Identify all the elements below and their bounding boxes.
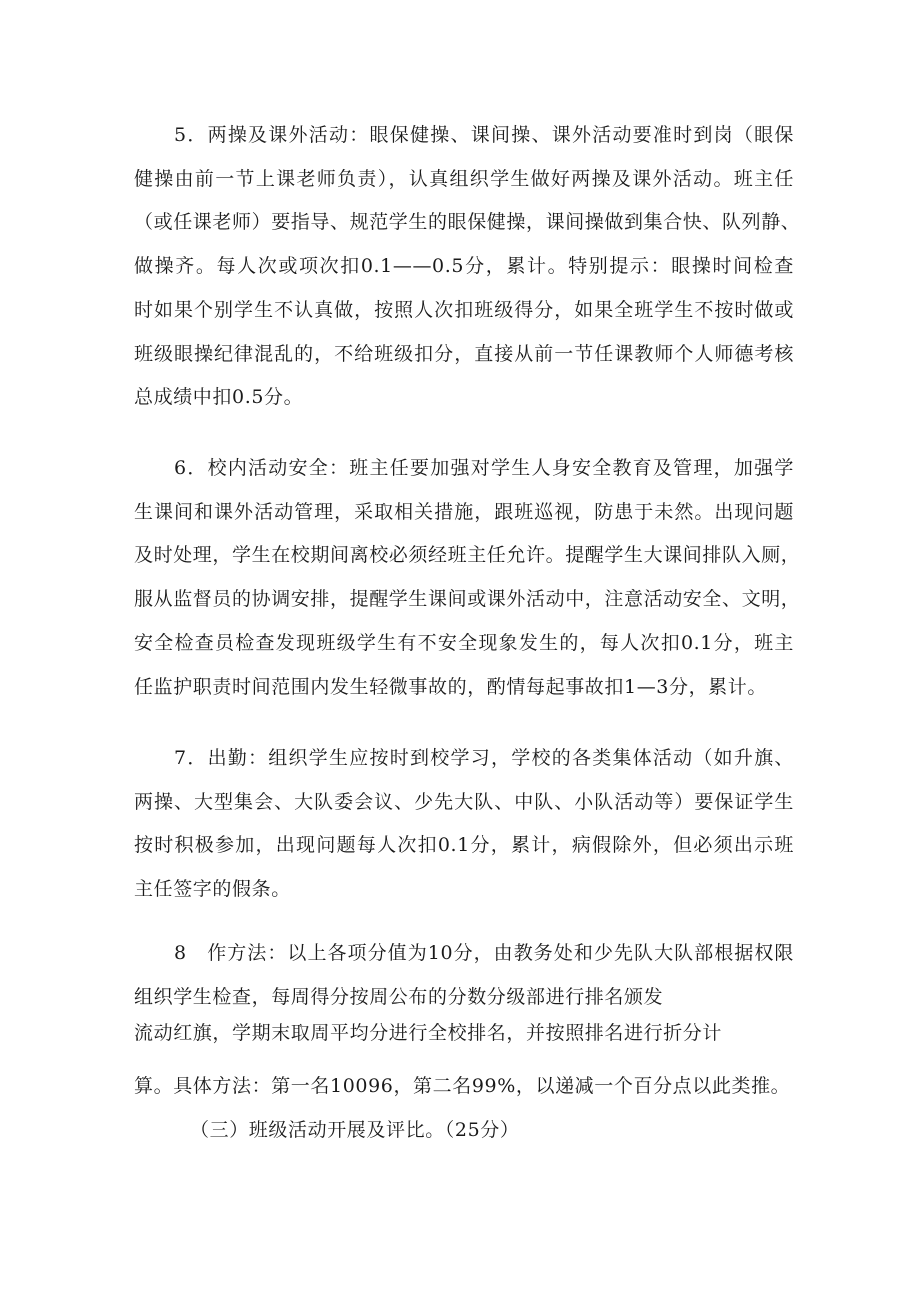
text-line: 8 作方法：以上各项分值为10分，由教务处和少先队大队部根据权限 <box>174 942 794 964</box>
text-line: 7．出勤：组织学生应按时到校学习，学校的各类集体活动（如升旗、 <box>174 747 794 769</box>
text-line: 两操、大型集会、大队委会议、少先大队、中队、小队活动等）要保证学生 <box>134 790 794 813</box>
text-line: 6．校内活动安全：班主任要加强对学生人身安全教育及管理，加强学 <box>174 457 794 479</box>
paragraph-6-campus-safety <box>134 447 801 709</box>
text-line: 算。具体方法：第一名10096，第二名99%，以递减一个百分点以此类推。 <box>134 1075 791 1097</box>
paragraph-7-attendance <box>134 737 794 912</box>
text-line: 组织学生检查，每周得分按周公布的分数分级部进行排名颁发 <box>134 985 664 1008</box>
text-line: 总成绩中扣0.5分。 <box>134 386 304 409</box>
text-line: 5．两操及课外活动：眼保健操、课间操、课外活动要准时到岗（眼保 <box>174 124 794 146</box>
text-line: 时如果个别学生不认真做，按照人次扣班级得分，如果全班学生不按时做或 <box>134 298 794 321</box>
paragraph-5-two-exercises <box>134 114 801 420</box>
text-line: （或任课老师）要指导、规范学生的眼保健操，课间操做到集合快、队列静、 <box>134 211 801 234</box>
text-line: 任监护职责时间范围内发生轻微事故的，酌情每起事故扣1—3分，累计。 <box>134 675 767 698</box>
text-line: 做操齐。每人次或项次扣0.1——0.5分，累计。特别提示：眼操时间检查 <box>134 255 794 278</box>
text-line: 安全检查员检查发现班级学生有不安全现象发生的，每人次扣0.1分，班主 <box>134 631 794 654</box>
text-line: 班级眼操纪律混乱的，不给班级扣分，直接从前一节任课教师个人师德考核 <box>134 342 794 365</box>
paragraph-8-method-continued <box>134 1012 794 1056</box>
paragraph-8-method-end <box>134 1065 794 1109</box>
section-heading: （三）班级活动开展及评比。（25分） <box>190 1119 520 1141</box>
text-line: 按时积极参加，出现问题每人次扣0.1分，累计，病假除外，但必须出示班 <box>134 834 794 857</box>
text-line: 主任签字的假条。 <box>134 878 291 901</box>
text-line: 及时处理，学生在校期间离校必须经班主任允许。提醒学生大课间排队入厕， <box>134 544 801 567</box>
text-line: 流动红旗，学期末取周平均分进行全校排名，并按照排名进行折分计 <box>134 1022 723 1044</box>
text-line: 健操由前一节上课老师负责），认真组织学生做好两操及课外活动。班主任 <box>134 167 794 190</box>
paragraph-8-method <box>134 932 794 1019</box>
text-line: 生课间和课外活动管理，采取相关措施，跟班巡视，防患于未然。出现问题 <box>134 500 794 523</box>
text-line: 服从监督员的协调安排，提醒学生课间或课外活动中，注意活动安全、文明， <box>134 588 801 611</box>
